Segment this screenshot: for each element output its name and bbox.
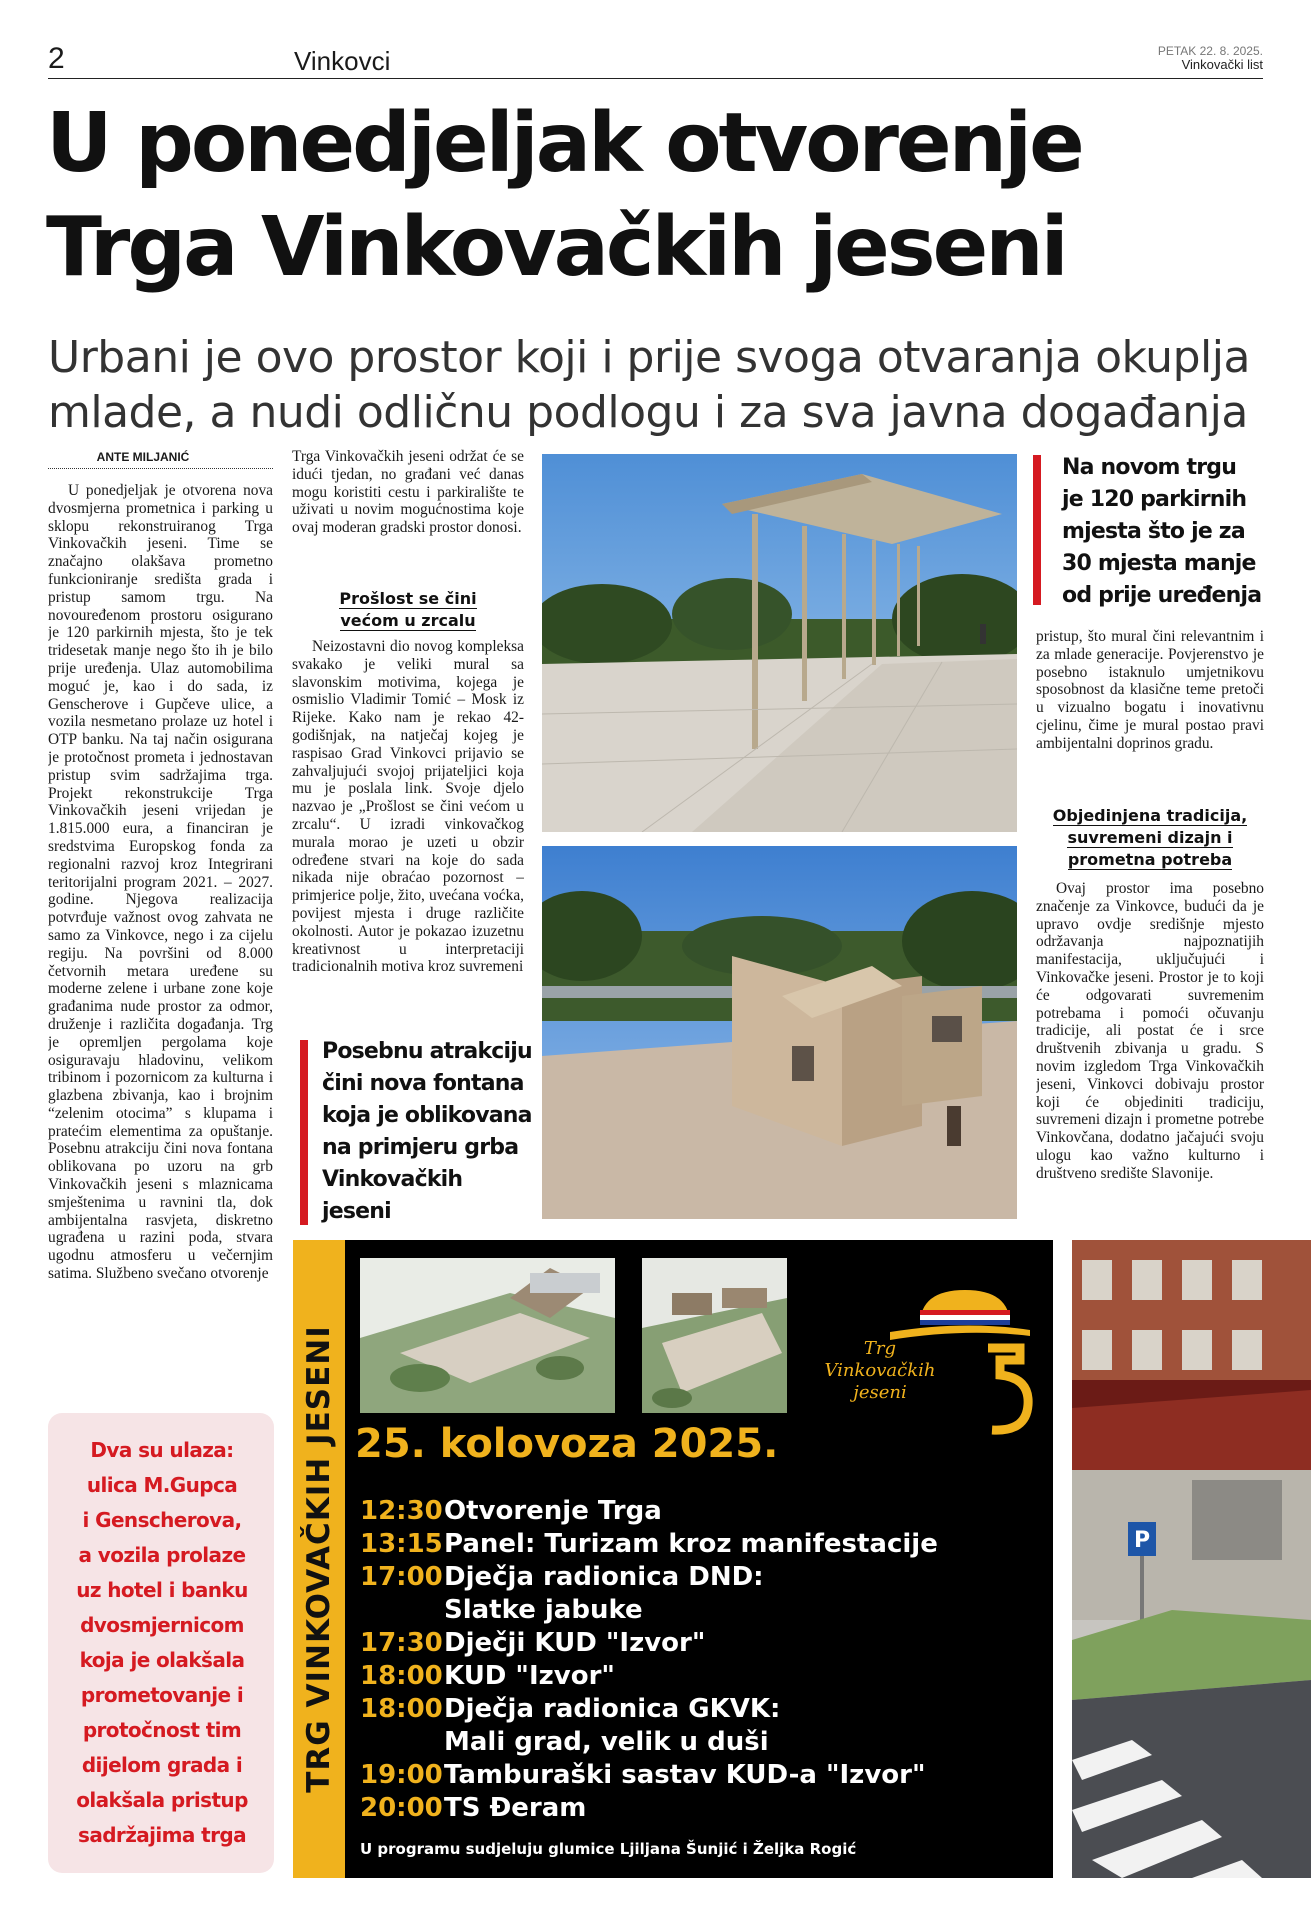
schedule-event: Panel: Turizam kroz manifestacije — [444, 1529, 938, 1559]
issue-date: PETAK 22. 8. 2025. — [1157, 44, 1263, 58]
sidebar-line: koja je olakšala — [79, 1648, 245, 1672]
article-column-2-mural — [292, 638, 524, 1026]
logo-line: Vinkovačkih — [824, 1360, 936, 1381]
headline-line: U ponedjeljak otvorenje — [46, 96, 1082, 191]
schedule-row — [360, 1660, 1000, 1693]
schedule-event: Dječji KUD "Izvor" — [444, 1628, 706, 1658]
schedule-event: TS Đeram — [444, 1793, 587, 1823]
sidebar-line: prometovanje i — [80, 1683, 244, 1707]
schedule-row — [360, 1495, 1000, 1528]
article-column-3 — [1036, 628, 1264, 753]
sidebar-line: olakšala pristup — [76, 1788, 248, 1812]
schedule-event: Dječja radionica GKVK: — [444, 1694, 781, 1724]
issue-info — [1158, 44, 1263, 72]
headline — [46, 92, 1276, 300]
sidebar-line: Dva su ulaza: — [90, 1438, 234, 1462]
schedule-event: KUD "Izvor" — [444, 1661, 615, 1691]
pullquote-line: čini nova fontana — [322, 1071, 524, 1096]
poster-render-1 — [360, 1258, 615, 1413]
article-column-2 — [292, 448, 524, 537]
sidebar-line: dvosmjernicom — [80, 1613, 244, 1637]
logo-line: Trg — [863, 1338, 897, 1359]
schedule-time: 20:00 — [360, 1793, 443, 1823]
article-paragraph: Trga Vinkovačkih jeseni održat će se idući tjedan, no građani već danas mogu koristiti cestu i parkiralište te uživati u novim mogućnostima koje ovaj moderan gradski prostor donosi. — [292, 448, 524, 537]
poster-logo-text — [790, 1338, 970, 1404]
poster-render-2 — [642, 1258, 787, 1413]
schedule-event: Mali grad, velik u duši — [444, 1727, 769, 1757]
pullquote-line: je 120 parkirnih — [1062, 487, 1247, 512]
kiosk-image — [542, 846, 1017, 1219]
pullquote-line: 30 mjesta manje — [1062, 551, 1256, 576]
header-rule — [48, 78, 1263, 79]
byline-rule — [48, 468, 273, 470]
pullquote-line: na primjeru grba — [322, 1135, 519, 1160]
schedule-time: 17:30 — [360, 1628, 443, 1658]
schedule-time: 12:30 — [360, 1496, 443, 1526]
article-column-1 — [48, 482, 273, 1397]
sidebar-line: protočnost tim — [82, 1718, 242, 1742]
pullquote-line: mjesta što je za — [1062, 519, 1245, 544]
poster-vertical-title: TRG VINKOVAČKIH JESENI — [301, 1325, 337, 1793]
sidebar-line: ulica M.Gupca — [86, 1473, 238, 1497]
pullquote-line: Posebnu atrakciju — [322, 1039, 532, 1064]
sidebar-line: uz hotel i banku — [76, 1578, 248, 1602]
schedule-event: Tamburaški sastav KUD-a "Izvor" — [444, 1760, 926, 1790]
subheadline — [48, 330, 1278, 440]
section-title: Vinkovci — [294, 46, 391, 76]
schedule-time: 18:00 — [360, 1661, 443, 1691]
event-schedule — [360, 1495, 1000, 1825]
schedule-row — [360, 1693, 1000, 1726]
pullquote-line: Na novom trgu — [1062, 455, 1237, 480]
schedule-event: Otvorenje Trga — [444, 1496, 662, 1526]
article-paragraph: U ponedjeljak je otvorena nova dvosmjerna prometnica i parking u sklopu rekonstruiranog Trga Vinkovačkih jeseni. Time se značajno olakšava prometno funkcioniranje središta grada i pristup samom trgu. Na novouređenom prostoru osigurano je 120 parkirnih mjesta, što je tek tridesetak manje nego što ih je bilo prije uređenja. Ulaz automobilima moguć je, kao i do sada, iz Genscherove i Gupčeve ulice, a vozila nesmetano prolaze uz hotel i OTP banku. Na taj način osigurana je protočnost prometa i jednostavan pristup svim sadržajima trga. Projekt rekonstrukcije Trga Vinkovačkih jeseni vrijedan je 1.815.000 eura, a financiran je sredstvima Europskog fonda za regionalni razvoj kroz Integrirani teritorijalni program 2021. – 2027. godine. Njegova realizacija potvrđuje važnost ovog zahvata ne samo za Vinkovce, nego i za cijelu regiju. Na površini od 8.000 četvornih metara uređene su moderne zelene i urbane zone koje građanima nude prostor za odmor, druženje i različita događanja. Trg je opremljen pergolama koje osiguravaju hladovinu, velikom tribinom i pozornicom za kulturna i glazbena zbivanja, kao i brojnim “zelenim otocima” s klupama i pratećim elementima za opuštanje. Posebnu atrakciju čini nova fontana oblikovana po uzoru na grb Vinkovačkih jeseni s mlaznicama smještenima u ravnini tla, dok ambijentalna rasvjeta, diskretno ugrađena u razini poda, stvara ugodnu atmosferu u večernjim satima. Službeno svečano otvorenje — [48, 482, 273, 1283]
subheadline-line: Urbani je ovo prostor koji i prije svoga otvaranja okuplja — [48, 332, 1250, 383]
street-image — [1072, 1240, 1311, 1878]
publication-name: Vinkovački list — [1181, 57, 1263, 72]
article-paragraph: Ovaj prostor ima posebno značenje za Vinkovce, budući da je upravo ovdje središnje mjesto održavanja najpoznatijih manifestacija, uključujući i Vinkovačke jeseni. Prostor je to koji će odgovarati suvremenim potrebama i pomoći očuvanju tradicije, ali postat će i srce društvenih zbivanja u gradu. S novim izgledom Trga Vinkovačkih jeseni, Vinkovci dobivaju prostor koji će objediniti tradiciju, suvremeni dizajn i prometne potrebe Vinkovčana, dodatno jačajući svoju ulogu kao važno kulturno i društveno središte Slavonije. — [1036, 880, 1264, 1182]
schedule-row — [360, 1759, 1000, 1792]
schedule-row — [360, 1726, 1000, 1759]
square-render-image — [642, 1258, 787, 1413]
article-paragraph: pristup, što mural čini relevantnim i za mlade generacije. Povjerenstvo je posebno istaknulo umjetnikovu sposobnost da klasične teme pretoči u vizualno bogatu i inovativnu cjelinu, čime je mural postao pravi ambijentalni doprinos gradu. — [1036, 628, 1264, 752]
sidebar-line: i Genscherova, — [82, 1508, 242, 1532]
subtitle-line: Objedinjena tradicija, — [1052, 806, 1248, 825]
square-render-image — [360, 1258, 615, 1413]
subtitle-mural — [292, 588, 524, 632]
schedule-row — [360, 1528, 1000, 1561]
sidebar-text — [64, 1433, 260, 1853]
subtitle-tradition — [1036, 805, 1264, 871]
sidebar-line: a vozila prolaze — [78, 1543, 246, 1567]
schedule-time: 19:00 — [360, 1760, 443, 1790]
parking-sign: P — [1133, 1528, 1151, 1553]
subtitle-line: većom u zrcalu — [340, 611, 476, 630]
pullquote-bar — [1033, 455, 1041, 605]
pullquote-line: koja je oblikovana — [322, 1103, 532, 1128]
photo-pergola — [542, 454, 1017, 832]
schedule-event: Dječja radionica DND: — [444, 1562, 764, 1592]
schedule-time: 13:15 — [360, 1529, 443, 1559]
schedule-event: Slatke jabuke — [444, 1595, 643, 1625]
subtitle-line: suvremeni dizajn i — [1067, 828, 1233, 847]
subtitle-line: prometna potreba — [1067, 850, 1233, 869]
photo-kiosks — [542, 846, 1017, 1219]
schedule-row — [360, 1561, 1000, 1594]
schedule-row — [360, 1594, 1000, 1627]
logo-line: jeseni — [853, 1382, 907, 1403]
poster-date: 25. kolovoza 2025. — [355, 1421, 779, 1467]
pullquote-line: od prije uređenja — [1062, 583, 1262, 608]
sidebar-line: dijelom grada i — [81, 1753, 243, 1777]
subtitle-line: Prošlost se čini — [339, 589, 477, 608]
schedule-row — [360, 1792, 1000, 1825]
author-byline: ANTE MILJANIĆ — [96, 450, 190, 464]
article-column-3-tradition — [1036, 880, 1264, 1228]
pullquote-bar — [300, 1040, 308, 1225]
schedule-time: 18:00 — [360, 1694, 443, 1724]
pullquote-line: Vinkovačkih — [322, 1167, 463, 1192]
pullquote-line: jeseni — [322, 1199, 391, 1224]
schedule-time — [360, 1594, 444, 1627]
schedule-row — [360, 1627, 1000, 1660]
schedule-time: 17:00 — [360, 1562, 443, 1592]
subheadline-line: mlade, a nudi odličnu podlogu i za sva javna događanja — [48, 387, 1248, 438]
poster-note: U programu sudjeluju glumice Ljiljana Šunjić i Željka Rogić — [360, 1840, 857, 1858]
article-paragraph: Neizostavni dio novog kompleksa svakako je veliki mural sa slavonskim motivima, kojega je osmislio Vladimir Tomić – Mosk iz Rijeke. Kako nam je rekao 42-godišnjak, na natječaj kojeg je raspisao Grad Vinkovci prijavio se zahvaljujući svojoj prijateljici koja mu je poslala link. Svoje djelo nazvao je „Prošlost se čini većom u zrcalu“. U izradi vinkovačkog murala morao je uzeti u obzir određene stvari na koje do sada nikada nije obraćao pozornost – primjerice polje, žito, uvećana voćka, povijest mjesta i druge različite okolnosti. Autor je pokazao izuzetnu kreativnost u interpretaciji tradicionalnih motiva kroz suvremeni — [292, 638, 524, 976]
pullquote-fountain — [322, 1036, 537, 1228]
photo-street — [1072, 1240, 1311, 1878]
pullquote-parking — [1062, 452, 1277, 612]
sidebar-line: sadržajima trga — [78, 1823, 246, 1847]
headline-line: Trga Vinkovačkih jeseni — [46, 200, 1066, 295]
schedule-time — [360, 1726, 444, 1759]
page-number: 2 — [48, 42, 65, 75]
pergola-image — [542, 454, 1017, 832]
